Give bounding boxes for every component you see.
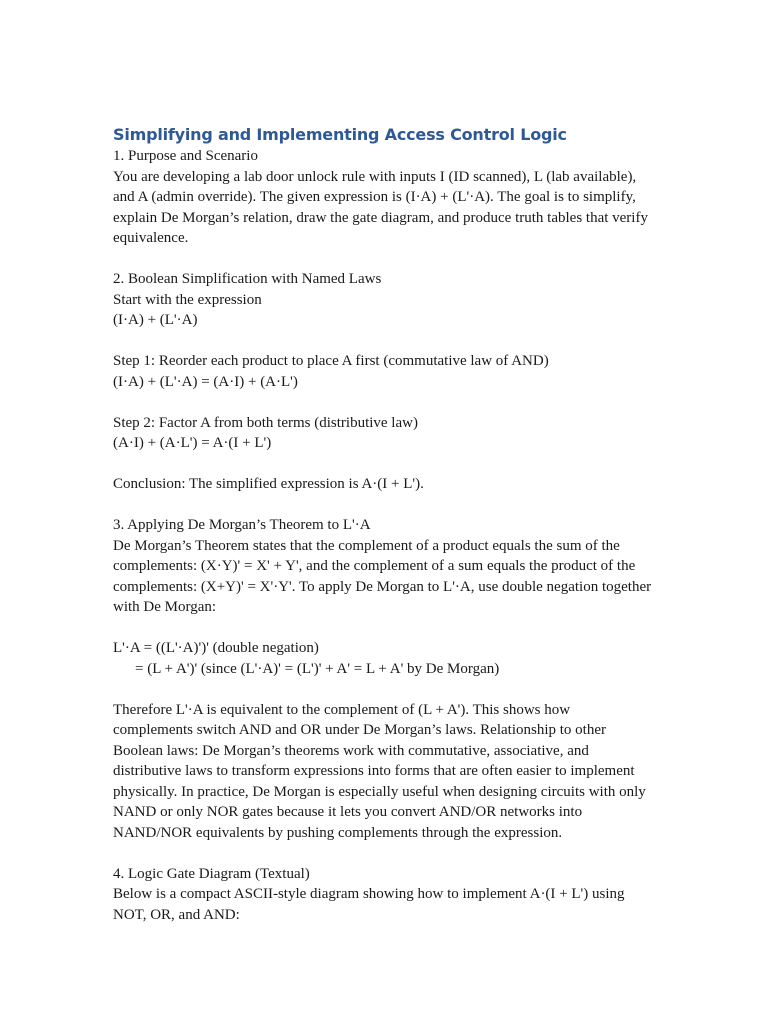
section-3-line: De Morgan’s Theorem states that the complement of a product equals the sum of the [113,537,620,554]
section-3-closing-line: physically. In practice, De Morgan is especially useful when designing circuits with only [113,783,646,800]
derivation-line-1: L'·A = ((L'·A)')' (double negation) [113,640,319,656]
section-4-line: NOT, OR, and AND: [113,906,240,923]
paragraph-spacer [113,618,661,639]
section-2-intro: Start with the expression [113,291,262,308]
step-1-expression: (I·A) + (L'·A) = (A·I) + (A·L') [113,373,298,390]
section-1-line: and A (admin override). The given expression is (I·A) + (L'·A). The goal is to simplify, [113,189,636,205]
section-2-heading: 2. Boolean Simplification with Named Laws [113,271,382,287]
step-1-label: Step 1: Reorder each product to place A first (commutative law of AND) [113,353,549,369]
paragraph-spacer [113,679,661,700]
section-1-heading: 1. Purpose and Scenario [113,148,258,164]
paragraph-spacer [113,843,661,864]
section-3-line: with De Morgan: [113,599,217,615]
section-3-line: complements: (X+Y)' = X'·Y'. To apply De Morgan to L'·A, use double negation together [113,578,652,595]
section-3-closing-line: Boolean laws: De Morgan’s theorems work with commutative, associative, and [113,742,589,759]
section-3-closing-line: distributive laws to transform expressions into forms that are often easier to implement [113,763,635,779]
section-3-closing-line: Therefore L'·A is equivalent to the complement of (L + A'). This shows how [113,701,571,718]
paragraph-spacer [113,454,661,475]
section-3-closing-line: NAND or only NOR gates because it lets you convert AND/OR networks into [113,804,583,820]
section-3-line: complements: (X·Y)' = X' + Y', and the complement of a sum equals the product of the [113,558,636,574]
section-3-closing-line: NAND/NOR equivalents by pushing complements through the expression. [113,824,563,841]
section-2-expression: (I·A) + (L'·A) [113,312,198,328]
step-2-expression: (A·I) + (A·L') = A·(I + L') [113,435,272,451]
conclusion: Conclusion: The simplified expression is A·(I + L'). [113,476,424,492]
section-4-heading: 4. Logic Gate Diagram (Textual) [113,865,310,882]
document-title: Simplifying and Implementing Access Control Logic [113,125,567,144]
section-1-line: equivalence. [113,230,189,246]
paragraph-spacer [113,249,661,270]
paragraph-spacer [113,331,661,352]
section-3-closing-line: complements switch AND and OR under De Morgan’s laws. Relationship to other [113,722,606,738]
paragraph-spacer [113,392,661,413]
document-body [113,124,661,925]
section-3-heading: 3. Applying De Morgan’s Theorem to L'·A [113,517,371,533]
paragraph-spacer [113,495,661,516]
section-1-line: explain De Morgan’s relation, draw the gate diagram, and produce truth tables that verify [113,209,648,226]
section-1-line: You are developing a lab door unlock rule with inputs I (ID scanned), L (lab available), [113,168,637,185]
section-4-line: Below is a compact ASCII-style diagram showing how to implement A·(I + L') using [113,886,625,902]
derivation-line-2: = (L + A')' (since (L'·A)' = (L')' + A' = L + A' by De Morgan) [135,660,500,677]
step-2-label: Step 2: Factor A from both terms (distributive law) [113,414,418,431]
